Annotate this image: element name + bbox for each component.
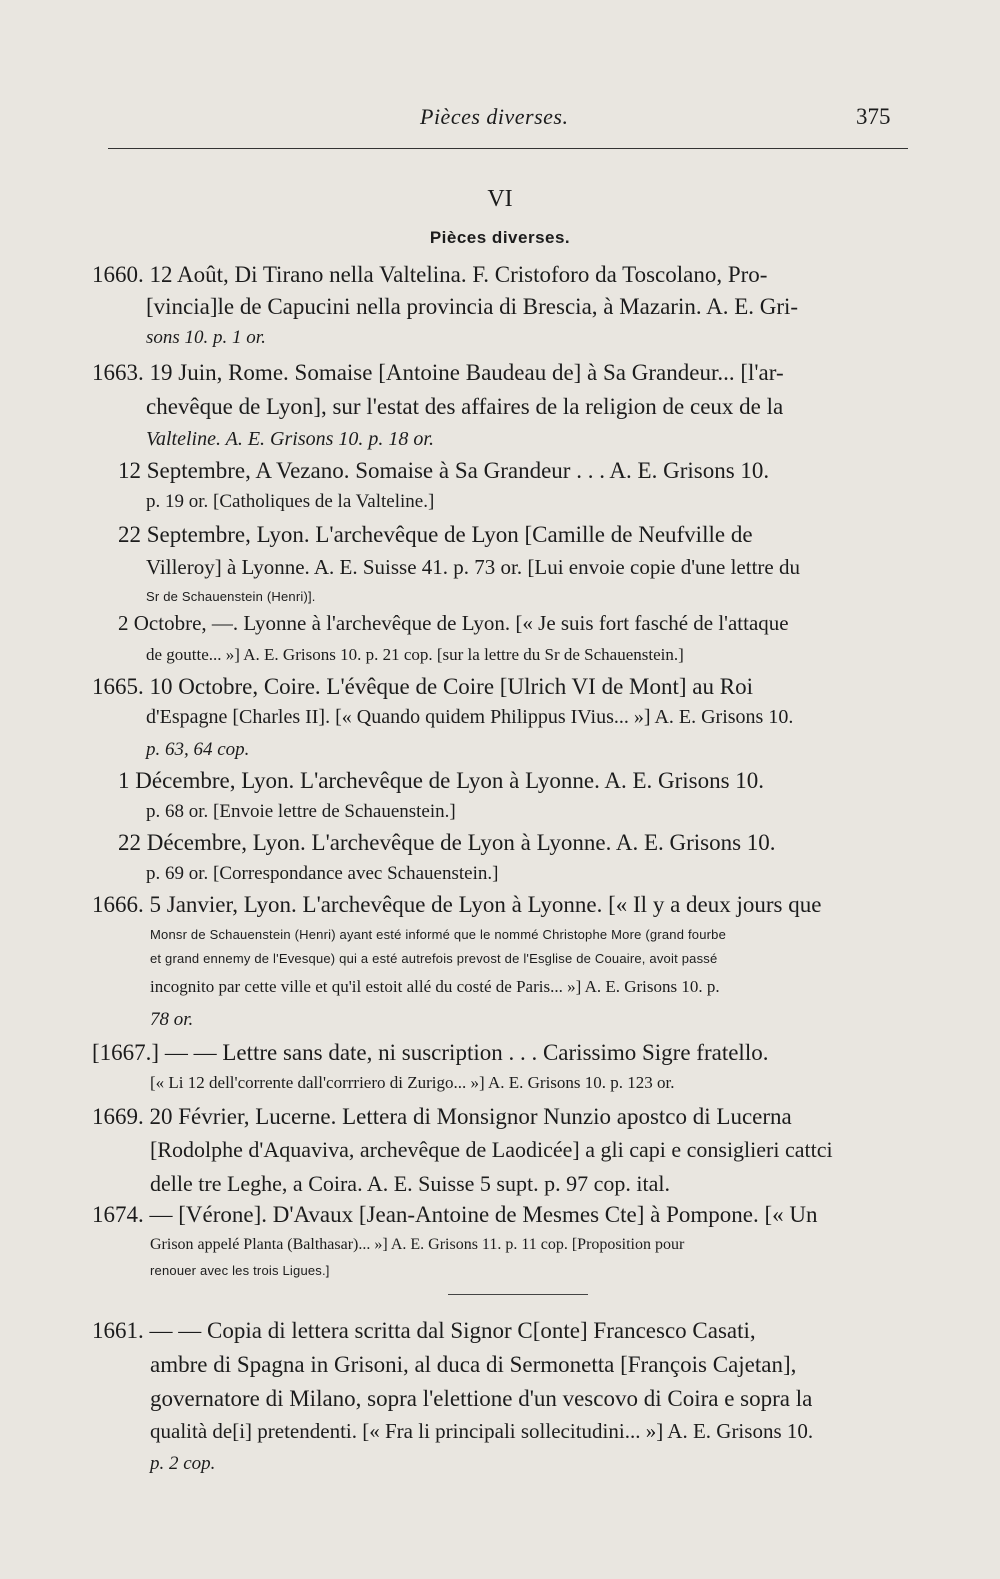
section-divider [448,1294,588,1295]
text-line: 78 or. [150,1009,194,1030]
text-line: d'Espagne [Charles II]. [« Quando quidem Philippus IVius... »] A. E. Grisons 10. [146,706,794,728]
text-line: 22 Septembre, Lyon. L'archevêque de Lyon [Camille de Neufville de [118,522,753,547]
text-line: 1661. — — Copia di lettera scritta dal Signor C[onte] Francesco Casati, [92,1318,756,1343]
header-rule [108,148,908,149]
text-line: Villeroy] à Lyonne. A. E. Suisse 41. p. 73 or. [Lui envoie copie d'une lettre du [146,555,800,579]
text-line: 1 Décembre, Lyon. L'archevêque de Lyon à Lyonne. A. E. Grisons 10. [118,768,765,793]
text-line: et grand ennemy de l'Evesque) qui a esté autrefois prevost de l'Esglise de Couaire, avoit passé [150,951,718,966]
running-head [0,104,1000,144]
text-line: 1660. 12 Août, Di Tirano nella Valtelina. F. Cristoforo da Toscolano, Pro- [92,262,768,287]
text-line: p. 2 cop. [150,1453,216,1474]
text-line: 1666. 5 Janvier, Lyon. L'archevêque de Lyon à Lyonne. [« Il y a deux jours que [92,892,822,917]
text-line: Grison appelé Planta (Balthasar)... »] A. E. Grisons 11. p. 11 cop. [Proposition pour [150,1236,685,1253]
text-line: 1669. 20 Février, Lucerne. Lettera di Monsignor Nunzio apostco di Lucerna [92,1104,792,1129]
text-line: chevêque de Lyon], sur l'estat des affaires de la religion de ceux de la [146,394,784,419]
text-line: Sr de Schauenstein (Henri)]. [146,589,316,604]
text-line: 1663. 19 Juin, Rome. Somaise [Antoine Baudeau de] à Sa Grandeur... [l'ar- [92,360,784,385]
text-line: Valteline. A. E. Grisons 10. p. 18 or. [146,428,434,450]
text-line: 2 Octobre, —. Lyonne à l'archevêque de Lyon. [« Je suis fort fasché de l'attaque [118,611,789,635]
text-line: p. 69 or. [Correspondance avec Schauenstein.] [146,863,499,884]
text-line: incognito par cette ville et qu'il estoit allé du costé de Paris... »] A. E. Grisons 10. p. [150,977,720,996]
text-line: ambre di Spagna in Grisoni, al duca di Sermonetta [François Cajetan], [150,1352,797,1377]
text-line: [Rodolphe d'Aquaviva, archevêque de Laodicée] a gli capi e consiglieri cattci [150,1137,833,1162]
text-line: governatore di Milano, sopra l'elettione d'un vescovo di Coira e sopra la [150,1386,813,1411]
text-line: renouer avec les trois Ligues.] [150,1263,330,1278]
text-line: 12 Septembre, A Vezano. Somaise à Sa Grandeur . . . A. E. Grisons 10. [118,458,770,483]
text-line: [1667.] — — Lettre sans date, ni suscription . . . Carissimo Sigre fratello. [92,1040,769,1065]
text-line: 1665. 10 Octobre, Coire. L'évêque de Coire [Ulrich VI de Mont] au Roi [92,674,753,699]
text-line: de goutte... »] A. E. Grisons 10. p. 21 cop. [sur la lettre du Sr de Schauenstein.] [146,645,684,664]
text-line: sons 10. p. 1 or. [146,327,266,348]
page-number: 375 [856,104,891,129]
text-line: p. 68 or. [Envoie lettre de Schauenstein.] [146,801,456,822]
section-title: Pièces diverses. [429,228,571,247]
text-line: 1674. — [Vérone]. D'Avaux [Jean-Antoine de Mesmes Cte] à Pompone. [« Un [92,1202,818,1227]
text-line: p. 63, 64 cop. [146,739,250,760]
text-line: 22 Décembre, Lyon. L'archevêque de Lyon à Lyonne. A. E. Grisons 10. [118,830,776,855]
text-line: qualità de[i] pretendenti. [« Fra li principali sollecitudini... »] A. E. Grisons 10. [150,1419,814,1443]
text-line: [« Li 12 dell'corrente dall'corrriero di Zurigo... »] A. E. Grisons 10. p. 123 or. [150,1073,675,1092]
section-number: VI [487,186,513,212]
running-title: Pièces diverses. [420,104,569,129]
text-line: delle tre Leghe, a Coira. A. E. Suisse 5 supt. p. 97 cop. ital. [150,1171,670,1196]
text-line: p. 19 or. [Catholiques de la Valteline.] [146,491,435,512]
text-line: [vincia]le de Capucini nella provincia di Brescia, à Mazarin. A. E. Gri- [146,294,799,319]
text-line: Monsr de Schauenstein (Henri) ayant esté informé que le nommé Christophe More (grand fourbe [150,927,727,942]
